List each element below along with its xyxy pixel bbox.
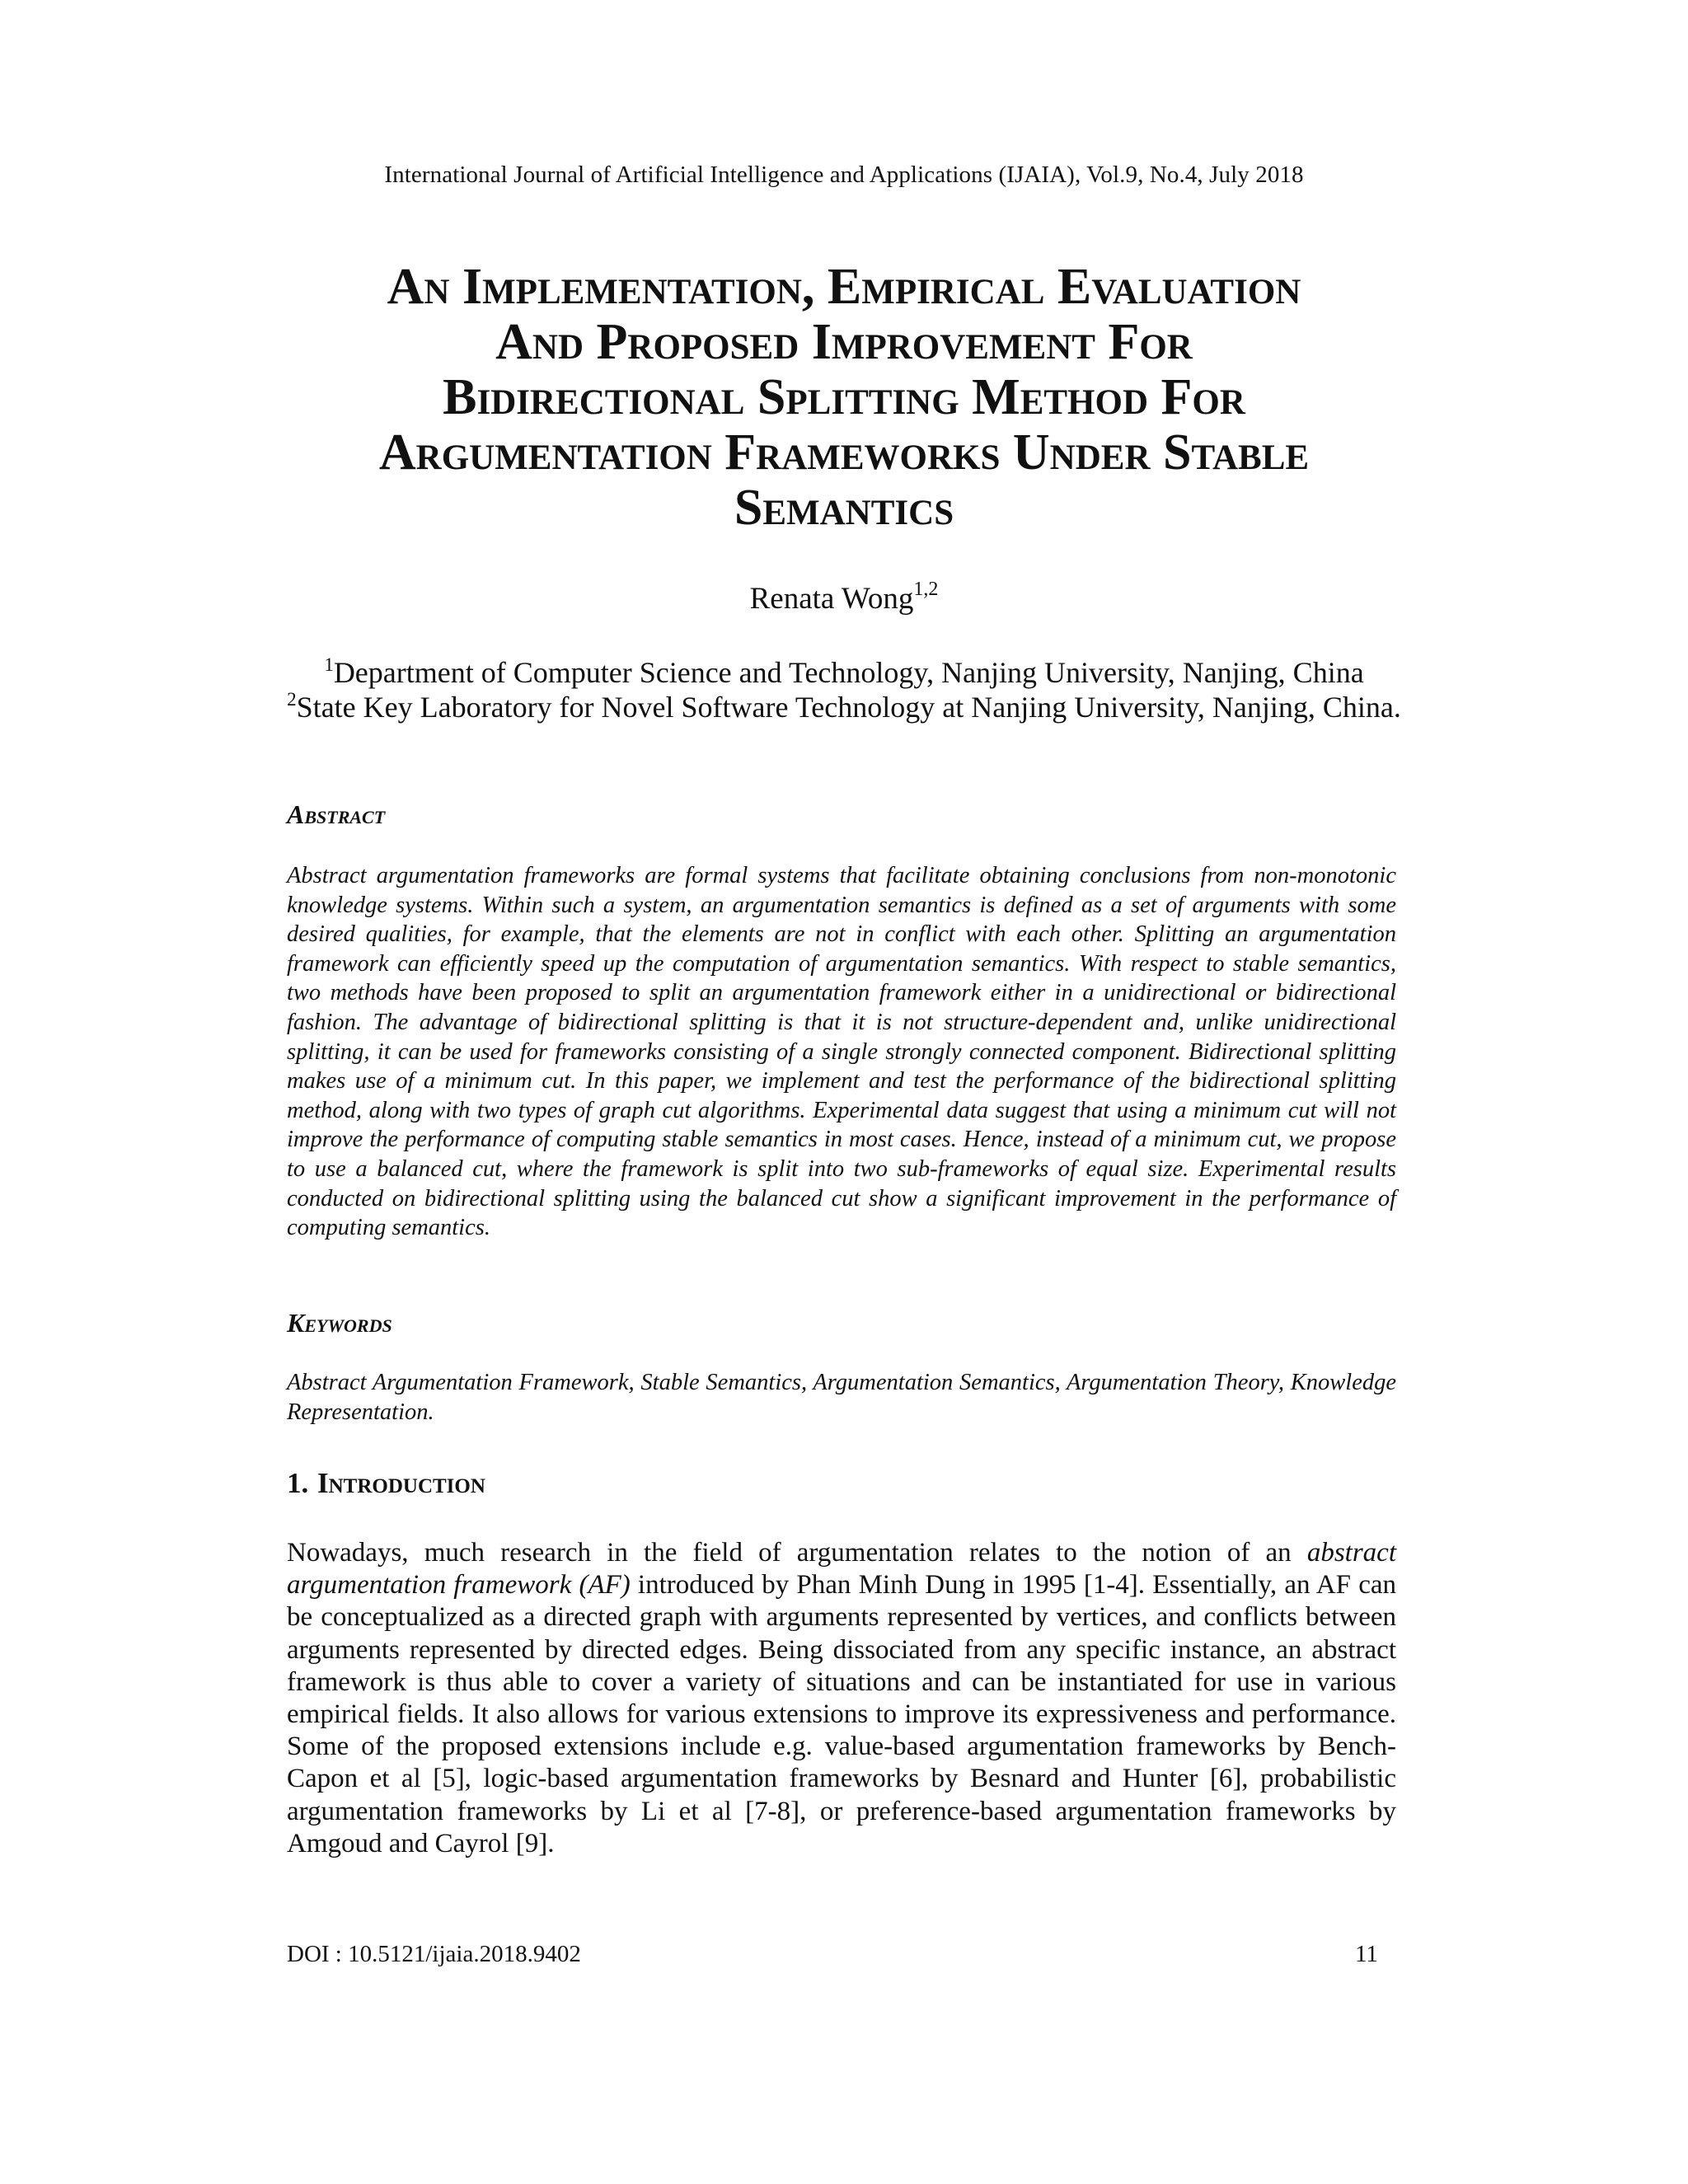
affiliation-2-text: State Key Laboratory for Novel Software Technology at Nanjing University, Nanjing, China.	[296, 691, 1401, 724]
affiliation-1-text: Department of Computer Science and Technology, Nanjing University, Nanjing, China	[333, 656, 1364, 689]
section-number: 1.	[287, 1467, 309, 1499]
keywords-text: Abstract Argumentation Framework, Stable Semantics, Argumentation Semantics, Argumentation Theory, Knowledge Representation.	[287, 1370, 1396, 1425]
keywords-heading: Keywords	[287, 1308, 392, 1338]
intro-italic-term: abstract argumentation framework (AF)	[287, 1538, 1396, 1601]
affiliation-1-sup: 1	[324, 654, 334, 675]
introduction-paragraph	[287, 1537, 1396, 1860]
introduction-heading	[287, 1467, 487, 1500]
author-line	[0, 581, 1688, 616]
paper-title	[247, 260, 1441, 536]
abstract-heading: Abstract	[287, 799, 386, 829]
section-title: Introduction	[317, 1467, 485, 1499]
title-line: And Proposed Improvement For	[495, 314, 1193, 370]
affiliation-1	[272, 655, 1416, 690]
intro-text-start: Nowadays, much research in the field of argumentation relates to the notion of an	[287, 1538, 1307, 1568]
running-head: International Journal of Artificial Intelligence and Applications (IJAIA), Vol.9, No.4, July 2018	[384, 162, 1304, 188]
title-line: An Implementation, Empirical Evaluation	[387, 259, 1301, 315]
affiliation-2-sup: 2	[287, 689, 297, 710]
abstract-text: Abstract argumentation frameworks are formal systems that facilitate obtaining conclusions from non-monotonic knowledge systems. Within such a system, an argumentation semantics is defined as a set of arguments with some desired qualities, for example, that the elements are not in conflict with each other. Splitting an argumentation framework can efficiently speed up the computation of argumentation semantics. With respect to stable semantics, two methods have been proposed to split an argumentation framework either in a unidirectional or bidirectional fashion. The advantage of bidirectional splitting is that it is not structure-dependent and, unlike unidirectional splitting, it can be used for frameworks consisting of a single strongly connected component. Bidirectional splitting makes use of a minimum cut. In this paper, we implement and test the performance of the bidirectional splitting method, along with two types of graph cut algorithms. Experimental data suggest that using a minimum cut will not improve the performance of computing stable semantics in most cases. Hence, instead of a minimum cut, we propose to use a balanced cut, where the framework is split into two sub-frameworks of equal size. Experimental results conducted on bidirectional splitting using the balanced cut show a significant improvement in the performance of computing semantics.	[287, 863, 1396, 1241]
title-line: Semantics	[734, 480, 954, 536]
affiliations	[272, 655, 1416, 724]
author-name: Renata Wong	[749, 582, 914, 616]
footer-doi: DOI : 10.5121/ijaia.2018.9402	[287, 1941, 581, 1967]
affiliation-2	[272, 690, 1416, 724]
intro-text-rest: introduced by Phan Minh Dung in 1995 [1-4]. Essentially, an AF can be conceptualized as a directed graph with arguments represented by vertices, and conflicts between arguments represented by directed edges. Being dissociated from any specific instance, an abstract framework is thus able to cover a variety of situations and can be instantiated for use in various empirical fields. It also allows for various extensions to improve its expressiveness and performance. Some of the proposed extensions include e.g. value-based argumentation frameworks by Bench-Capon et al [5], logic-based argumentation frameworks by Besnard and Hunter [6], probabilistic argumentation frameworks by Li et al [7-8], or preference-based argumentation frameworks by Amgoud and Cayrol [9].	[287, 1570, 1396, 1858]
title-line: Argumentation Frameworks Under Stable	[378, 424, 1310, 480]
title-line: Bidirectional Splitting Method For	[443, 369, 1245, 425]
page-number: 11	[1355, 1941, 1378, 1967]
author-superscript: 1,2	[913, 579, 939, 600]
